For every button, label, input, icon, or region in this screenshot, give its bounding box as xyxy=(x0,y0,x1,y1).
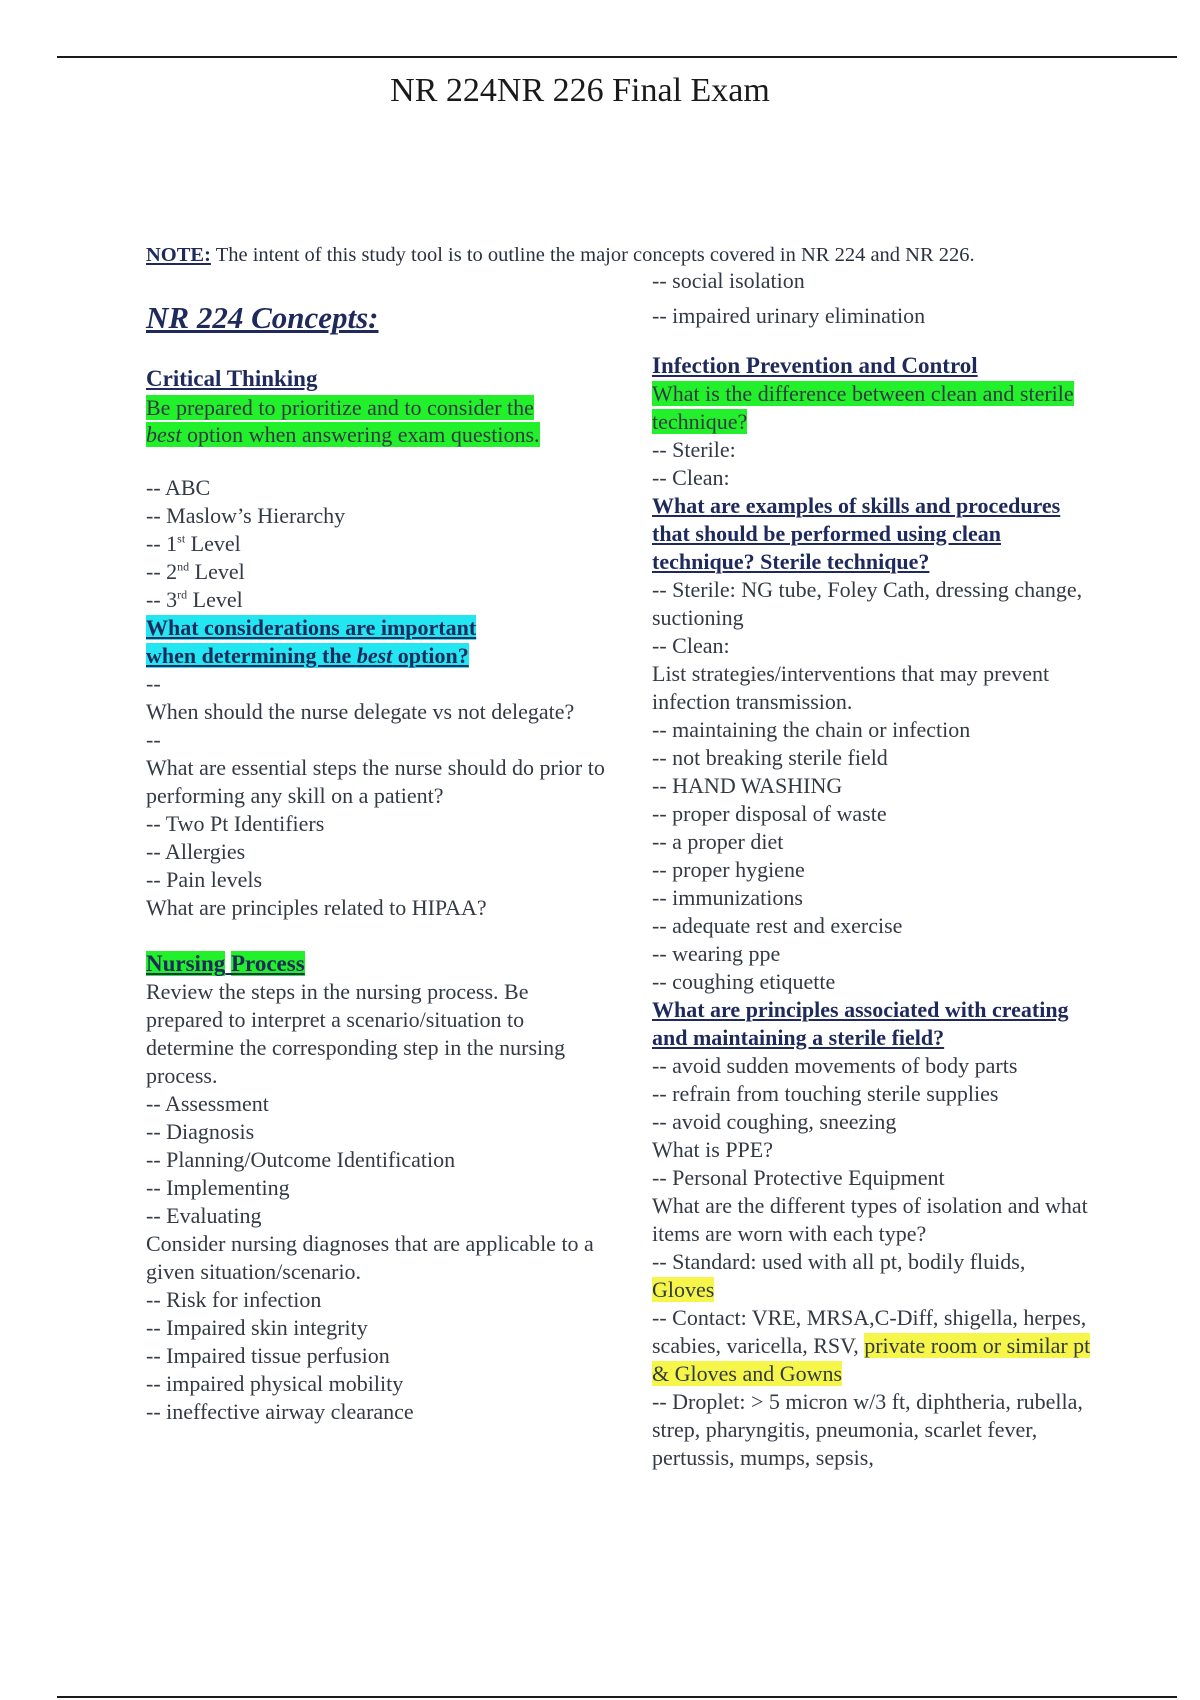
ppe-answer: -- Personal Protective Equipment xyxy=(652,1165,945,1190)
infection-heading: Infection Prevention and Control xyxy=(652,353,978,378)
list-item: -- wearing ppe xyxy=(652,941,781,966)
top-rule xyxy=(57,56,1177,58)
list-item: -- avoid coughing, sneezing xyxy=(652,1109,897,1134)
list-item: -- maintaining the chain or infection xyxy=(652,717,971,742)
section-heading-nr224: NR 224 Concepts: xyxy=(146,300,379,335)
list-item: -- coughing etiquette xyxy=(652,969,836,994)
list-item: -- proper hygiene xyxy=(652,857,805,882)
highlight-text-b xyxy=(146,422,540,447)
considerations-question: What considerations are important when determining the best option? xyxy=(146,615,477,668)
list-item: -- refrain from touching sterile supplies xyxy=(652,1081,999,1106)
document-title: NR 224NR 226 Final Exam xyxy=(390,72,770,109)
right-column xyxy=(652,267,1092,1472)
ppe-question: What is PPE? xyxy=(652,1137,773,1162)
strategies-question: List strategies/interventions that may prevent infection transmission. xyxy=(652,661,1050,714)
list-item: -- Diagnosis xyxy=(146,1119,255,1144)
list-item: -- Two Pt Identifiers xyxy=(146,811,325,836)
list-item: -- Allergies xyxy=(146,839,246,864)
list-item: -- Clean: xyxy=(652,633,730,658)
list-item: -- Planning/Outcome Identification xyxy=(146,1147,456,1172)
list-item: -- not breaking sterile field xyxy=(652,745,888,770)
list-item: -- avoid sudden movements of body parts xyxy=(652,1053,1018,1078)
essential-steps-question: What are essential steps the nurse should do prior to performing any skill on a patient? xyxy=(146,755,605,808)
nursing-process-heading: Nursing Process xyxy=(146,951,305,976)
nursing-process-intro: Review the steps in the nursing process. Be prepared to interpret a scenario/situation to determine the corresponding step in the nursing process. xyxy=(146,979,566,1088)
skills-question: What are examples of skills and procedures that should be performed using clean technique? Sterile technique? xyxy=(652,493,1061,574)
list-item: -- Sterile: NG tube, Foley Cath, dressing change, suctioning xyxy=(652,577,1083,630)
note-line xyxy=(146,244,975,267)
list-item: -- proper disposal of waste xyxy=(652,801,887,826)
dash-line: -- xyxy=(146,671,161,696)
list-item: -- 3rd Level xyxy=(146,587,243,612)
list-item: -- Risk for infection xyxy=(146,1287,322,1312)
delegate-question: When should the nurse delegate vs not delegate? xyxy=(146,699,575,724)
list-item: -- Impaired tissue perfusion xyxy=(146,1343,390,1368)
list-item: -- social isolation xyxy=(652,268,805,293)
list-item: -- Maslow’s Hierarchy xyxy=(146,503,346,528)
list-item: -- ineffective airway clearance xyxy=(146,1399,414,1424)
list-item: -- 1st Level xyxy=(146,531,241,556)
list-item: -- Clean: xyxy=(652,465,730,490)
sterile-field-question: What are principles associated with creating and maintaining a sterile field? xyxy=(652,997,1069,1050)
highlight-text-a: Be prepared to prioritize and to consider the xyxy=(146,395,534,420)
note-text: The intent of this study tool is to outline the major concepts covered in NR 224 and NR 226. xyxy=(215,244,975,266)
critical-thinking-highlight xyxy=(146,394,586,448)
list-item: -- Impaired skin integrity xyxy=(146,1315,368,1340)
list-item: -- adequate rest and exercise xyxy=(652,913,903,938)
list-item: -- immunizations xyxy=(652,885,803,910)
list-item: -- Assessment xyxy=(146,1091,269,1116)
list-item: -- impaired physical mobility xyxy=(146,1371,404,1396)
dash-line: -- xyxy=(146,727,161,752)
list-item: -- Implementing xyxy=(146,1175,290,1200)
list-item: -- ABC xyxy=(146,475,211,500)
isolation-question: What are the different types of isolation and what items are worn with each type? xyxy=(652,1193,1088,1246)
list-item: -- 2nd Level xyxy=(146,559,245,584)
diagnoses-intro: Consider nursing diagnoses that are applicable to a given situation/scenario. xyxy=(146,1231,594,1284)
standard-isolation: -- Standard: used with all pt, bodily fluids, Gloves xyxy=(652,1249,1026,1302)
note-label: NOTE: xyxy=(146,244,211,266)
list-item: -- Sterile: xyxy=(652,437,736,462)
bottom-rule xyxy=(57,1696,1177,1698)
list-item: -- impaired urinary elimination xyxy=(652,303,926,328)
droplet-isolation: -- Droplet: > 5 micron w/3 ft, diphtheria, rubella, strep, pharyngitis, pneumonia, scarlet fever, pertussis, mumps, sepsis, xyxy=(652,1389,1083,1470)
clean-sterile-question: What is the difference between clean and sterile technique? xyxy=(652,381,1074,434)
contact-isolation: -- Contact: VRE, MRSA,C-Diff, shigella, herpes, scabies, varicella, RSV, private room or similar pt & Gloves and Gowns xyxy=(652,1305,1091,1386)
left-column xyxy=(146,474,606,1426)
highlight-rest: option when answering exam questions. xyxy=(181,422,540,447)
list-item: -- HAND WASHING xyxy=(652,773,843,798)
critical-thinking-heading: Critical Thinking xyxy=(146,366,318,391)
hipaa-question: What are principles related to HIPAA? xyxy=(146,895,487,920)
list-item: -- Evaluating xyxy=(146,1203,262,1228)
highlight-italic: best xyxy=(146,422,182,447)
list-item: -- a proper diet xyxy=(652,829,784,854)
list-item: -- Pain levels xyxy=(146,867,263,892)
